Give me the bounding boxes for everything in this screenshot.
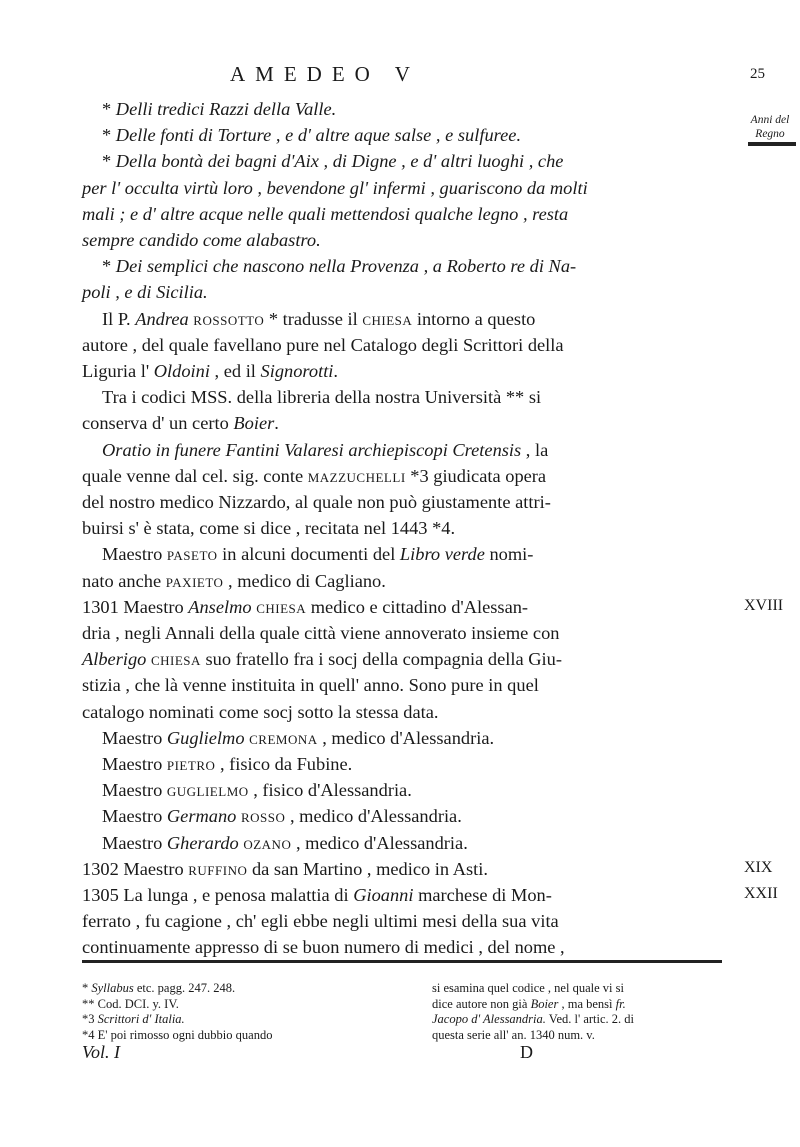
signature-mark: D <box>520 1042 533 1062</box>
body-line <box>82 201 568 227</box>
text-run: Delle fonti di Torture , e d' altre aque salse , e sulfuree. <box>115 125 522 146</box>
text-run: Boier <box>233 413 275 434</box>
text-run: nato anche <box>82 570 166 591</box>
text-run: Libro verde <box>399 544 485 565</box>
text-run: Oratio in funere Fantini Valaresi archiepiscopi Cretensis <box>102 439 522 460</box>
body-line <box>82 332 564 358</box>
text-run: Anselmo <box>188 596 252 617</box>
text-run: rosso <box>240 806 286 827</box>
text-run: pietro <box>166 754 216 774</box>
text-run: in alcuni documenti del <box>217 544 400 565</box>
text-run: si esamina quel codice , nel quale vi si <box>432 981 624 995</box>
text-run: . <box>333 361 339 381</box>
body-line <box>82 856 488 882</box>
text-run: *3 giudicata opera <box>405 465 547 486</box>
text-run: Liguria l' <box>82 361 154 381</box>
text-run: nomi- <box>484 544 534 565</box>
body-line <box>102 306 535 332</box>
footnote-line <box>432 1011 634 1028</box>
text-run: questa serie all' an. 1340 num. v. <box>432 1027 595 1042</box>
text-run: Guglielmo <box>166 727 245 748</box>
text-run: Jacopo d' Alessandria. <box>432 1012 546 1026</box>
text-run: Syllabus <box>91 981 134 995</box>
text-run: mazzuchelli <box>307 465 406 486</box>
text-run: guglielmo <box>166 780 249 801</box>
footnote-rule <box>82 960 722 963</box>
text-run: ferrato , fu cagione , ch' egli ebbe negli ultimi mesi della sua vita <box>82 911 559 932</box>
margin-year: XXII <box>744 885 778 902</box>
text-run: * tradusse il <box>264 308 363 329</box>
text-run: stizia , che là venne instituita in quell' anno. Sono pure in quel <box>82 675 539 696</box>
footnote-line <box>82 1027 272 1044</box>
volume-mark: Vol. I <box>82 1042 120 1062</box>
text-run: poli , e di Sicilia. <box>82 282 208 303</box>
margin-heading: Anni del Regno <box>750 114 790 140</box>
body-line <box>102 751 352 777</box>
body-line <box>82 279 208 305</box>
margin-heading-rule <box>748 142 796 146</box>
text-run: chiesa <box>150 649 201 670</box>
text-run: Oldoini <box>153 361 210 381</box>
text-run: * <box>82 981 92 995</box>
text-run: ruffino <box>188 858 248 879</box>
text-run: , fisico da Fubine. <box>215 754 353 774</box>
text-run: Maestro <box>102 780 167 801</box>
page-number: 25 <box>750 66 765 82</box>
text-run: , medico d'Alessandria. <box>317 727 495 748</box>
text-run: rossotto <box>193 308 265 329</box>
footnote-line <box>82 980 235 997</box>
text-run: Maestro <box>102 544 167 565</box>
text-run: , medico d'Alessandria. <box>285 806 462 827</box>
text-run: , la <box>521 439 549 460</box>
text-run: Tra i codici MSS. della libreria della nostra Università ** si <box>102 387 542 408</box>
body-line <box>82 699 438 725</box>
text-run: Maestro <box>102 727 167 748</box>
footnote-line <box>432 980 624 997</box>
running-head-title: AMEDEO V <box>230 62 420 86</box>
text-run: *4 E' poi rimosso ogni dubbio quando <box>82 1027 273 1042</box>
text-run: , medico di Cagliano. <box>223 570 386 591</box>
text-run: Scrittori d' Italia. <box>97 1012 185 1026</box>
text-run: autore , del quale favellano pure nel Catalogo degli Scrittori della <box>82 334 564 355</box>
text-run: Andrea <box>135 308 189 329</box>
text-run: Maestro <box>102 806 167 827</box>
text-run: dice autore non già <box>432 996 531 1011</box>
text-run: , ed il <box>209 361 261 381</box>
text-run: sempre candido come alabastro. <box>82 230 321 250</box>
text-run: Il P. <box>102 308 136 329</box>
body-line <box>82 175 588 201</box>
text-run: Maestro <box>102 754 167 774</box>
body-line <box>82 358 338 384</box>
body-line <box>102 96 336 122</box>
text-run: paxieto <box>165 570 224 591</box>
footnote-line <box>432 1027 595 1044</box>
body-line <box>82 515 455 541</box>
margin-year: XIX <box>744 858 773 876</box>
text-run: * <box>102 99 116 119</box>
text-run: , ma bensì <box>558 996 616 1011</box>
footnote-line <box>432 996 626 1013</box>
body-line <box>82 489 551 515</box>
body-line <box>82 568 386 594</box>
body-line <box>102 541 533 567</box>
body-line <box>82 594 528 620</box>
text-run: quale venne dal cel. sig. conte <box>82 465 308 486</box>
text-run: medico e cittadino d'Alessan- <box>306 596 529 617</box>
footnote-line <box>82 1011 185 1028</box>
text-run: catalogo nominati come socj sotto la stessa data. <box>82 701 439 722</box>
margin-year: XVIII <box>744 596 784 614</box>
text-run: Gherardo <box>166 832 239 853</box>
text-run: buirsi s' è stata, come si dice , recitata nel 1443 *4. <box>82 518 456 539</box>
text-run: per l' occulta virtù loro , bevendone gl' infermi , guariscono da molti <box>82 177 588 198</box>
body-line <box>82 934 565 960</box>
text-run: . <box>274 413 279 434</box>
text-run: Gioanni <box>353 885 414 905</box>
body-line <box>82 410 279 436</box>
text-run: * <box>102 256 116 277</box>
text-run: paseto <box>166 544 218 565</box>
text-run: Signorotti <box>260 361 334 381</box>
body-line <box>102 148 563 174</box>
body-line <box>102 384 541 410</box>
text-run: da san Martino , medico in Asti. <box>247 858 488 879</box>
body-line <box>82 882 552 908</box>
text-run: ** Cod. DCI. y. IV. <box>82 996 179 1011</box>
body-line <box>82 463 546 489</box>
text-run: cremona <box>249 727 318 748</box>
text-run: Dei semplici che nascono nella Provenza , a Roberto re di Na- <box>115 256 577 277</box>
text-run: , medico d'Alessandria. <box>291 832 468 853</box>
footnote-line <box>82 996 179 1013</box>
text-run: *3 <box>82 1012 98 1026</box>
text-run: mali ; e d' altre acque nelle quali mettendosi qualche legno , resta <box>82 203 569 224</box>
text-run: * <box>102 151 116 172</box>
text-run: suo fratello fra i socj della compagnia della Giu- <box>200 649 562 670</box>
text-run: 1302 Maestro <box>82 858 189 879</box>
text-run: fr. <box>615 996 626 1011</box>
text-run: marchese di Mon- <box>413 885 552 905</box>
text-run: 1305 La lunga , e penosa malattia di <box>82 885 354 905</box>
text-run: chiesa <box>362 308 413 329</box>
body-line <box>102 725 494 751</box>
text-run: Ved. l' artic. 2. di <box>545 1012 635 1026</box>
text-run: Maestro <box>102 832 167 853</box>
body-line <box>82 620 559 646</box>
text-run: , fisico d'Alessandria. <box>248 780 412 801</box>
text-run: del nostro medico Nizzardo, al quale non può giustamente attri- <box>82 492 551 512</box>
text-run: Delli tredici Razzi della Valle. <box>115 99 337 119</box>
text-run: * <box>102 125 116 146</box>
body-line <box>102 437 548 463</box>
text-run: Della bontà dei bagni d'Aix , di Digne , e d' altri luoghi , che <box>115 151 564 172</box>
text-run: etc. pagg. 247. 248. <box>133 981 236 995</box>
body-line <box>82 672 539 698</box>
text-run: 1301 Maestro <box>82 596 189 617</box>
body-line <box>82 646 562 672</box>
body-line <box>102 122 521 148</box>
text-run: intorno a questo <box>412 308 536 329</box>
text-run: dria , negli Annali della quale città viene annoverato insieme con <box>82 623 560 643</box>
text-run: chiesa <box>256 596 307 617</box>
body-line <box>102 253 576 279</box>
text-run: Alberigo <box>82 649 147 670</box>
text-run: ozano <box>243 832 292 853</box>
body-line <box>102 803 462 829</box>
text-run: Boier <box>530 996 559 1011</box>
body-line <box>102 777 412 803</box>
body-line <box>82 908 559 934</box>
body-line <box>82 227 321 253</box>
text-run: conserva d' un certo <box>82 413 234 434</box>
body-line <box>102 830 468 856</box>
text-run: Germano <box>166 806 237 827</box>
text-run: continuamente appresso di se buon numero di medici , del nome , <box>82 937 565 958</box>
